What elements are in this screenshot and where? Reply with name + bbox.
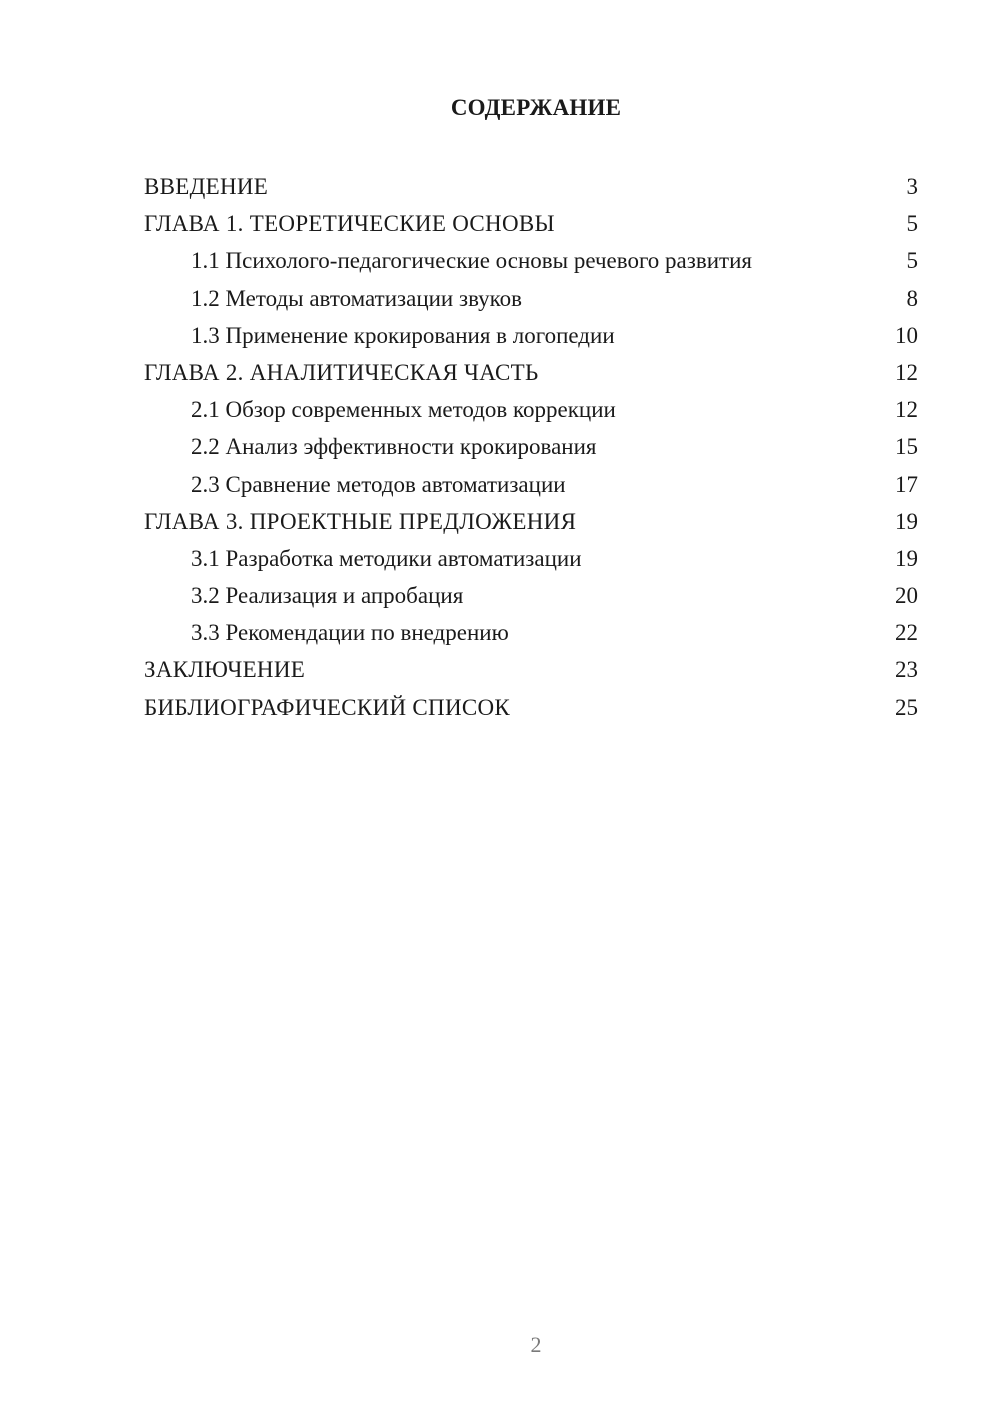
toc-entry-page: 8 [906, 285, 918, 311]
toc-entry-label: БИБЛИОГРАФИЧЕСКИЙ СПИСОК [144, 694, 511, 720]
toc-entry-page: 12 [895, 397, 918, 423]
toc-entry-label: 3.2 Реализация и апробация [191, 583, 464, 609]
toc-entry-label: 3.1 Разработка методики автоматизации [191, 545, 582, 571]
toc-entry-page: 23 [895, 657, 918, 683]
toc-entry-section-2-3 [144, 466, 918, 503]
toc-entry-section-3-1 [144, 540, 918, 577]
toc-entry-section-2-1 [144, 391, 918, 428]
toc-entry-page: 5 [906, 248, 918, 274]
toc-entry-label: 2.3 Сравнение методов автоматизации [191, 471, 566, 497]
toc-entry-label: 3.3 Рекомендации по внедрению [191, 620, 509, 646]
page-number: 2 [530, 1332, 542, 1357]
toc-entry-label: ГЛАВА 1. ТЕОРЕТИЧЕСКИЕ ОСНОВЫ [144, 211, 555, 237]
toc-entry-introduction [144, 168, 918, 205]
toc-list [144, 168, 918, 726]
toc-entry-chapter-1 [144, 205, 918, 242]
toc-entry-section-3-3 [144, 614, 918, 651]
toc-entry-bibliography [144, 689, 918, 726]
toc-entry-page: 19 [895, 508, 918, 534]
toc-title: СОДЕРЖАНИЕ [450, 95, 622, 120]
toc-entry-label: ГЛАВА 2. АНАЛИТИЧЕСКАЯ ЧАСТЬ [144, 359, 539, 385]
toc-entry-label: ГЛАВА 3. ПРОЕКТНЫЕ ПРЕДЛОЖЕНИЯ [144, 508, 577, 534]
toc-entry-page: 25 [895, 694, 918, 720]
toc-entry-label: ВВЕДЕНИЕ [144, 174, 269, 199]
toc-entry-page: 15 [895, 434, 918, 460]
toc-entry-page: 19 [895, 545, 918, 571]
toc-entry-label: 1.3 Применение крокирования в логопедии [191, 322, 615, 348]
toc-entry-chapter-3 [144, 503, 918, 540]
toc-entry-label: ЗАКЛЮЧЕНИЕ [144, 657, 306, 683]
toc-entry-page: 5 [906, 211, 918, 237]
toc-entry-label: 1.1 Психолого-педагогические основы речевого развития [191, 248, 752, 274]
toc-entry-chapter-2 [144, 354, 918, 391]
toc-entry-section-1-3 [144, 317, 918, 354]
toc-entry-page: 20 [895, 583, 918, 609]
toc-entry-section-1-2 [144, 280, 918, 317]
toc-entry-page: 10 [895, 322, 918, 348]
toc-entry-section-3-2 [144, 577, 918, 614]
toc-entry-label: 2.2 Анализ эффективности крокирования [191, 434, 597, 460]
toc-entry-page: 12 [895, 359, 918, 385]
toc-entry-page: 17 [895, 471, 918, 497]
toc-entry-label: 1.2 Методы автоматизации звуков [191, 285, 523, 311]
toc-entry-section-1-1 [144, 242, 918, 279]
toc-entry-label: 2.1 Обзор современных методов коррекции [191, 397, 616, 423]
toc-entry-page: 3 [906, 174, 918, 199]
toc-entry-section-2-2 [144, 428, 918, 465]
toc-entry-page: 22 [895, 620, 918, 646]
toc-entry-conclusion [144, 651, 918, 688]
